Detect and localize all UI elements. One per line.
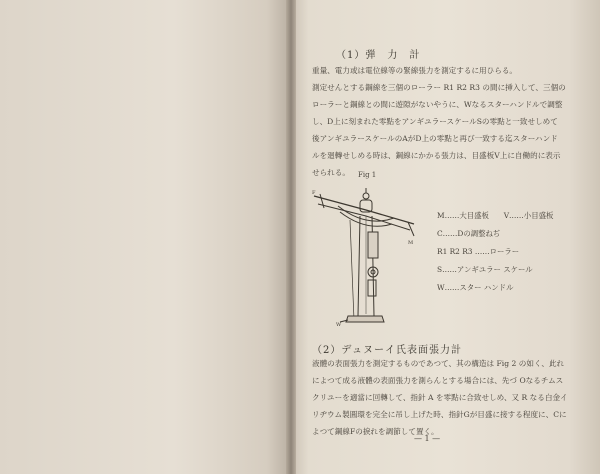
page-number: — 1 — [414,434,441,443]
left-page [0,0,290,474]
figure-legend [437,207,553,297]
legend-item: R1 R2 R3 ……ローラー [437,247,520,256]
figure-part-letter: F [312,190,316,196]
section-1-title: （1）弾 力 計 [336,50,421,61]
text-line: リヂウム製圓環を完全に吊し上げた時、指針Gが目盛に接する程度に、Cに [312,410,567,419]
legend-item: S……アンギユラー スケール [437,265,533,274]
text-line: ローラーと鋼線との間に遊隙がないやうに、Wなるスターハンドルで調整 [312,100,563,109]
figure-part-letter: W [336,322,342,328]
section-1-paragraph [312,62,566,181]
figure-part-letter: M [408,240,414,246]
section-2-paragraph [312,355,568,440]
text-line: によつて成る液體の表面張力を測らんとする場合には、先づ Oなるチムス [312,376,564,385]
book-gutter [286,0,296,474]
legend-item: M……大目盛板 V……小目盛板 [437,211,554,220]
text-line: せられる。 [312,168,350,177]
legend-item: C……Dの調整ねぢ [437,229,501,238]
section-2-title: （2）デュヌーイ氏表面張力計 [312,345,463,356]
figure-label: Fig 1 [358,171,377,179]
text-line: 重量、電力或は電位線等の緊線張力を測定するに用ひらる。 [312,66,518,75]
text-line: ルを廻轉せしめる時は、鋼線にかかる張力は、目盛板V上に自働的に表示 [312,151,561,160]
text-line: 液體の表面張力を測定するものであつて、其の構造は Fig 2 の如く、此れ [312,359,565,368]
text-line: よつて鋼線Fの捩れを調節して置く。 [312,427,439,436]
text-line: し、D上に刻まれた零點をアンギユラースケールSの零點と一致せしめて [312,117,558,126]
text-line: 測定せんとする鋼線を三個のローラー R1 R2 R3 の間に挿入して、三個の [312,83,566,92]
text-line: 後アンギユラースケールのAがD上の零點と再び一致する迄スターハンド [312,134,558,143]
legend-item: W……スター ハンドル [437,283,514,292]
tension-meter-illustration [310,180,422,328]
text-line: クリユーを適當に回轉して、指針 A を零點に合致せしめ、又 R なる白金イ [312,393,568,402]
